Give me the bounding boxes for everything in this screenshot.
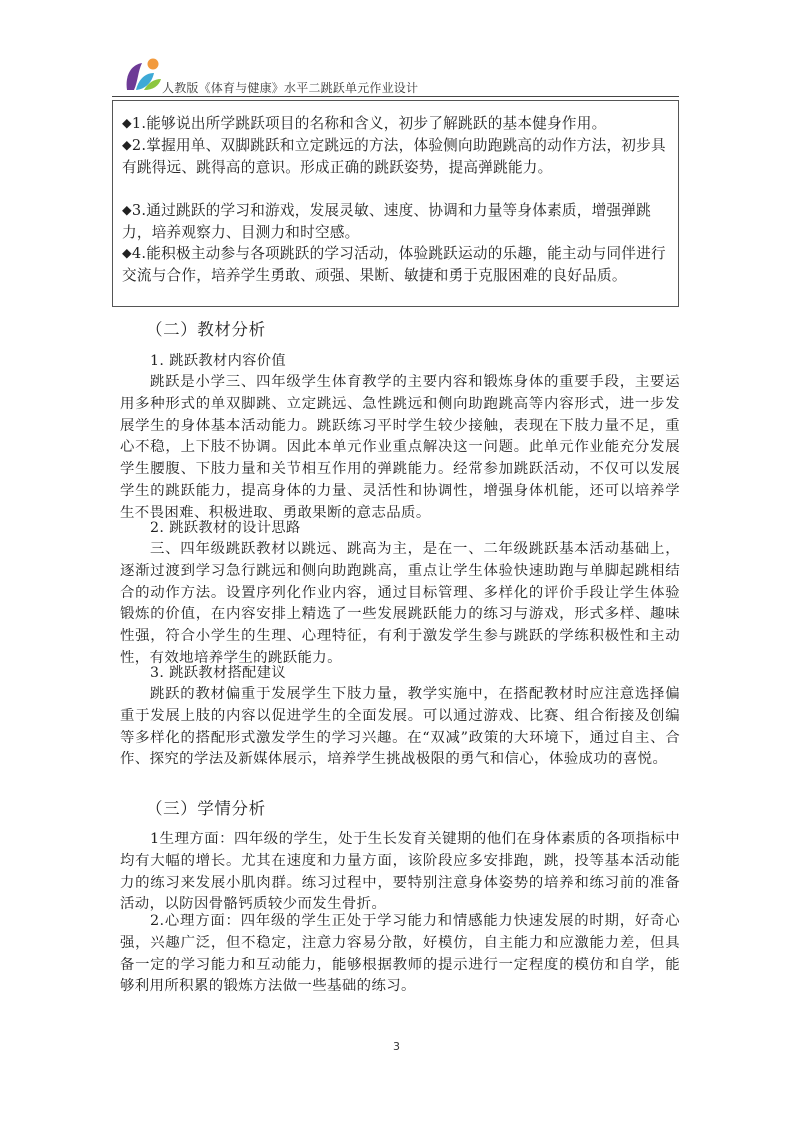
subheading-pairing-suggestion: 3. 跳跃教材搭配建议 xyxy=(150,665,286,681)
paragraph-content-value: 跳跃是小学三、四年级学生体育教学的主要内容和锻炼身体的重要手段，主要运用多种形式的单双脚跳、立定跳远、急性跳远和侧向助跑跳高等内容形式，进一步发展学生的身体基本活动能力。跳跃练习平时学生较少接触，表现在下肢力量不足，重心不稳，上下肢不协调。因此本单元作业重点解决这一问题。此单元作业能充分发展学生腰腹、下肢力量和关节相互作用的弹跳能力。经常参加跳跃活动，不仅可以发展学生的跳跃能力，提高身体的力量、灵活性和协调性，增强身体机能，还可以培养学生不畏困难、积极进取、勇敢果断的意志品质。 xyxy=(120,374,680,521)
goal-item: ◆2.掌握用单、双脚跳跃和立定跳远的方法，体验侧向助跑跳高的动作方法，初步具有跳得远、跳得高的意识。形成正确的跳跃姿势，提高弹跳能力。 xyxy=(122,137,666,176)
publisher-logo xyxy=(124,57,162,91)
subheading-design-idea: 2. 跳跃教材的设计思路 xyxy=(150,520,301,536)
logo-orange-dot xyxy=(148,59,159,70)
diamond-bullet-icon: ◆ xyxy=(122,137,132,152)
page-number: 3 xyxy=(393,1040,400,1053)
section-heading-material-analysis: （二）教材分析 xyxy=(146,320,266,339)
diamond-bullet-icon: ◆ xyxy=(122,245,132,260)
diamond-bullet-icon: ◆ xyxy=(122,202,132,217)
unit-goals-box xyxy=(112,100,679,307)
goal-item: ◆4.能积极主动参与各项跳跃的学习活动，体验跳跃运动的乐趣，能主动与同伴进行交流与合作，培养学生勇敢、顽强、果断、敏捷和勇于克服困难的良好品质。 xyxy=(122,245,666,284)
paragraph-physiology: 1生理方面：四年级的学生，处于生长发育关键期的他们在身体素质的各项指标中均有大幅的增长。尤其在速度和力量方面，该阶段应多安排跑，跳，投等基本活动能力的练习来发展小肌肉群。练习过程中，要特别注意身体姿势的培养和练习前的准备活动，以防因骨骼钙质较少而发生骨折。 xyxy=(120,831,680,913)
subheading-content-value: 1. 跳跃教材内容价值 xyxy=(150,353,286,369)
goal-item: ◆3.通过跳跃的学习和游戏，发展灵敏、速度、协调和力量等身体素质，增强弹跳力，培养观察力、目测力和时空感。 xyxy=(122,202,651,241)
section-heading-learner-analysis: （三）学情分析 xyxy=(146,799,266,818)
paragraph-psychology: 2.心理方面：四年级的学生正处于学习能力和情感能力快速发展的时期，好奇心强，兴趣广泛，但不稳定，注意力容易分散，好模仿，自主能力和应激能力差，但具备一定的学习能力和互动能力，能够根据教师的提示进行一定程度的模仿和自学，能够利用所积累的锻炼方法做一些基础的练习。 xyxy=(120,913,680,995)
paragraph-design-idea: 三、四年级跳跃教材以跳远、跳高为主，是在一、二年级跳跃基本活动基础上，逐渐过渡到学习急行跳远和侧向助跑跳高，重点让学生体验快速助跑与单脚起跳相结合的动作方法。设置序列化作业内容，通过目标管理、多样化的评价手段让学生体验锻炼的价值，在内容安排上精选了一些发展跳跃能力的练习与游戏，形式多样、趣味性强，符合小学生的生理、心理特征，有利于激发学生参与跳跃的学练积极性和主动性，有效地培养学生的跳跃能力。 xyxy=(120,541,680,666)
diamond-bullet-icon: ◆ xyxy=(122,115,132,130)
paragraph-pairing-suggestion: 跳跃的教材偏重于发展学生下肢力量，教学实施中，在搭配教材时应注意选择偏重于发展上肢的内容以促进学生的全面发展。可以通过游戏、比赛、组合衔接及创编等多样化的搭配形式激发学生的学习兴趣。在“双减”政策的大环境下，通过自主、合作、探究的学法及新媒体展示，培养学生挑战极限的勇气和信心，体验成功的喜悦。 xyxy=(120,686,680,768)
header-title: 人教版《体育与健康》水平二跳跃单元作业设计 xyxy=(162,81,419,95)
goal-item: ◆1.能够说出所学跳跃项目的名称和含义，初步了解跳跃的基本健身作用。 xyxy=(122,115,607,132)
header-divider xyxy=(112,96,679,97)
